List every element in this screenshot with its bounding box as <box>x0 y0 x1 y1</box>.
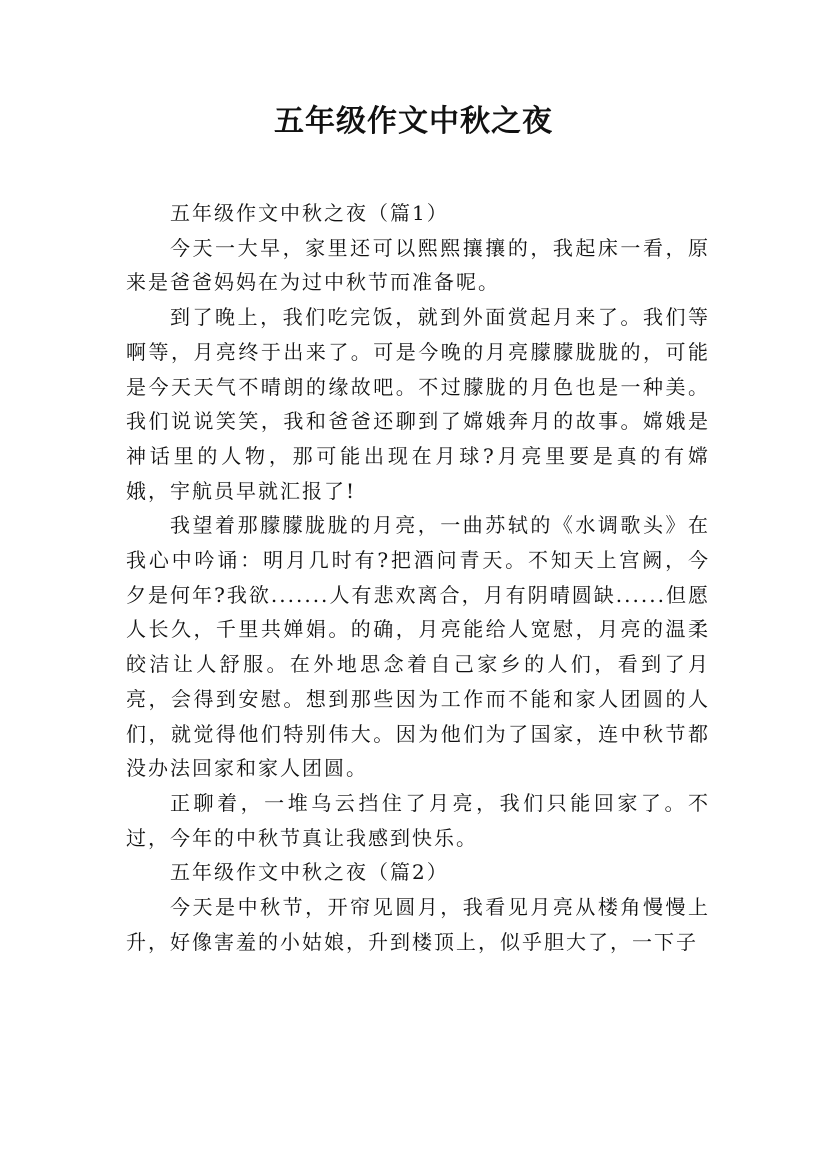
paragraph: 今天一大早，家里还可以熙熙攘攘的，我起床一看，原来是爸爸妈妈在为过中秋节而准备呢。 <box>126 235 710 295</box>
paragraph: 我望着那朦朦胧胧的月亮，一曲苏轼的《水调歌头》在我心中吟诵：明月几时有?把酒问青天。不知天上宫阙，今夕是何年?我欲.......人有悲欢离合，月有阴晴圆缺......但愿人长久，千里共婵娟。的确，月亮能给人宽慰，月亮的温柔皎洁让人舒服。在外地思念着自己家乡的人们，看到了月亮，会得到安慰。想到那些因为工作而不能和家人团圆的人们，就觉得他们特别伟大。因为他们为了国家，连中秋节都没办法回家和家人团圆。 <box>126 513 710 781</box>
paragraph: 到了晚上，我们吃完饭，就到外面赏起月来了。我们等啊等，月亮终于出来了。可是今晚的月亮朦朦胧胧的，可能是今天天气不晴朗的缘故吧。不过朦胧的月色也是一种美。我们说说笑笑，我和爸爸还聊到了嫦娥奔月的故事。嫦娥是神话里的人物，那可能出现在月球?月亮里要是真的有嫦娥，宇航员早就汇报了! <box>126 305 710 503</box>
document-body <box>126 196 710 959</box>
paragraph: 正聊着，一堆乌云挡住了月亮，我们只能回家了。不过，今年的中秋节真让我感到快乐。 <box>126 790 710 850</box>
section-heading-2: 五年级作文中秋之夜（篇2） <box>170 860 449 885</box>
paragraph: 今天是中秋节，开帘见圆月，我看见月亮从楼角慢慢上升，好像害羞的小姑娘，升到楼顶上，似乎胆大了，一下子 <box>126 895 710 954</box>
section-heading-1: 五年级作文中秋之夜（篇1） <box>170 201 449 225</box>
document-title: 五年级作文中秋之夜 <box>274 104 553 139</box>
